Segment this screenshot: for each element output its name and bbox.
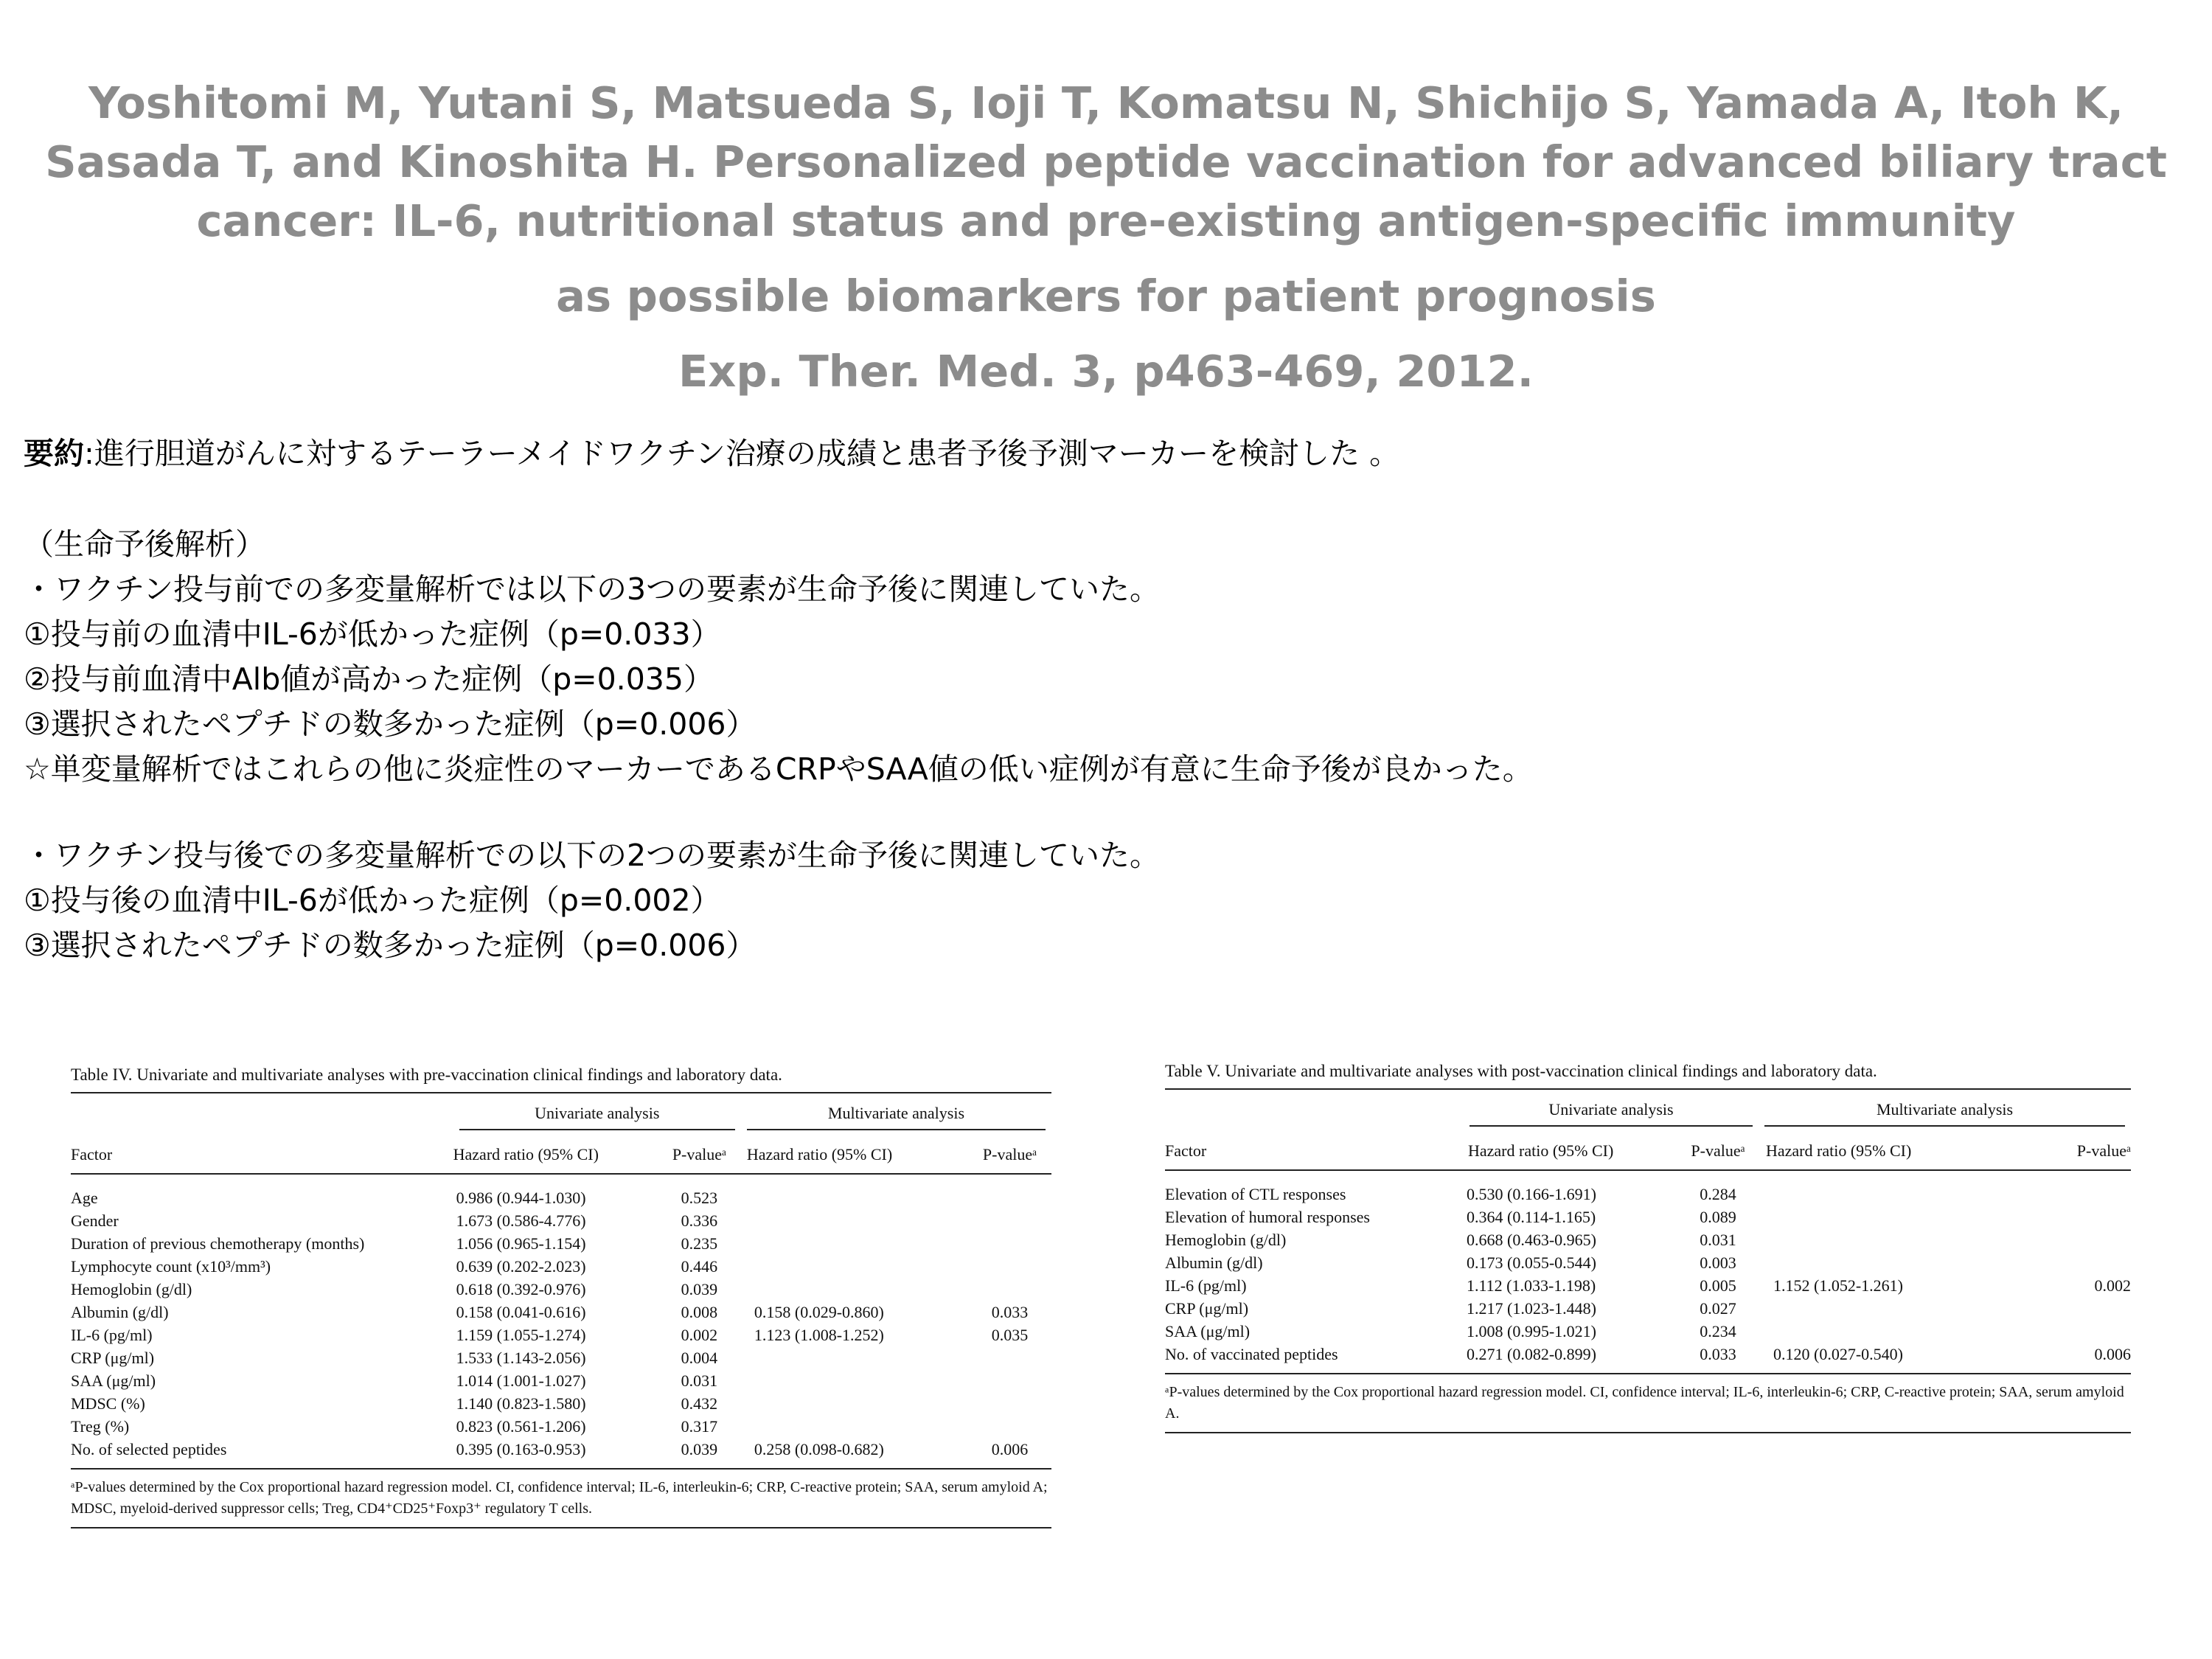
multivariate-p-cell: 0.033 — [991, 1303, 1029, 1321]
table-iv-uni-p-header: P-valueᵃ — [672, 1145, 727, 1164]
univariate-hr-cell: 0.158 (0.041-0.616) — [456, 1303, 586, 1321]
table-iv-footnote: ᵃP-values determined by the Cox proportional hazard regression model. CI, confidence interval; IL-6, interleukin-6; CRP, C-reactive protein; SAA, serum amyloid A; MDSC, myeloid-derived suppressor cells; Treg, CD4⁺CD25⁺Foxp3⁺ regulatory T cells. — [71, 1479, 1048, 1517]
table-iv-factor-header: Factor — [71, 1145, 113, 1164]
multivariate-hr-cell: 0.258 (0.098-0.682) — [754, 1440, 884, 1458]
multivariate-hr-cell — [1759, 1170, 2024, 1206]
table-row — [1165, 1170, 2131, 1206]
factor-cell: No. of selected peptides — [71, 1440, 227, 1458]
factor-cell: MDSC (%) — [71, 1394, 145, 1413]
univariate-p-cell: 0.336 — [681, 1211, 718, 1230]
finding-line: ①投与前の血清中IL-6が低かった症例（p=0.033） — [24, 616, 721, 652]
table-row — [71, 1209, 1051, 1232]
factor-cell: No. of vaccinated peptides — [1165, 1345, 1338, 1363]
section-heading: （生命予後解析） — [24, 526, 265, 562]
table-row — [1165, 1251, 2131, 1274]
univariate-hr-cell: 0.173 (0.055-0.544) — [1467, 1253, 1596, 1272]
table-row — [71, 1232, 1051, 1255]
finding-line: ・ワクチン投与前での多変量解析では以下の3つの要素が生命予後に関連していた。 — [24, 571, 1161, 607]
finding-line: ②投与前血清中Alb値が高かった症例（p=0.035） — [24, 661, 714, 697]
table-row — [1165, 1228, 2131, 1251]
univariate-p-cell: 0.027 — [1700, 1299, 1736, 1318]
multivariate-p-cell — [2024, 1206, 2131, 1228]
finding-line: ☆単変量解析ではこれらの他に炎症性のマーカーであるCRPやSAA値の低い症例が有意に生命予後が良かった。 — [24, 751, 1533, 787]
univariate-p-cell: 0.039 — [681, 1440, 718, 1458]
univariate-hr-cell: 1.112 (1.033-1.198) — [1467, 1276, 1596, 1295]
multivariate-hr-cell: 0.120 (0.027-0.540) — [1773, 1345, 1903, 1363]
multivariate-p-cell — [2024, 1170, 2131, 1206]
multivariate-p-cell — [968, 1174, 1051, 1209]
univariate-p-cell: 0.031 — [1700, 1231, 1736, 1249]
multivariate-hr-cell — [1759, 1297, 2024, 1320]
factor-cell: Albumin (g/dl) — [71, 1303, 169, 1321]
table-row — [1165, 1343, 2131, 1374]
univariate-hr-cell: 1.159 (1.055-1.274) — [456, 1326, 586, 1344]
table-iv-multi-p-header: P-valueᵃ — [982, 1145, 1037, 1164]
univariate-hr-cell: 0.271 (0.082-0.899) — [1467, 1345, 1596, 1363]
table-iv-uni-hr-header: Hazard ratio (95% CI) — [453, 1145, 599, 1164]
univariate-p-cell: 0.031 — [681, 1371, 718, 1390]
factor-cell: IL-6 (pg/ml) — [71, 1326, 153, 1344]
multivariate-p-cell — [968, 1209, 1051, 1232]
citation-title-line-4: as possible biomarkers for patient prognosis — [556, 271, 1656, 321]
univariate-p-cell: 0.089 — [1700, 1208, 1736, 1226]
univariate-hr-cell: 0.395 (0.163-0.953) — [456, 1440, 586, 1458]
univariate-hr-cell: 1.008 (0.995-1.021) — [1467, 1322, 1596, 1340]
table-v-multi-hr-header: Hazard ratio (95% CI) — [1766, 1141, 1912, 1160]
univariate-p-cell: 0.005 — [1700, 1276, 1736, 1295]
table-v-uni-p-header: P-valueᵃ — [1691, 1141, 1745, 1160]
summary — [24, 431, 2184, 476]
univariate-p-cell: 0.004 — [681, 1349, 718, 1367]
multivariate-p-cell — [968, 1232, 1051, 1255]
multivariate-p-cell — [2024, 1228, 2131, 1251]
multivariate-hr-cell — [741, 1392, 968, 1415]
table-row — [1165, 1206, 2131, 1228]
multivariate-p-cell: 0.002 — [2094, 1276, 2131, 1295]
table-iv-caption: Table IV. Univariate and multivariate analyses with pre-vaccination clinical findings and laboratory data. — [71, 1065, 782, 1084]
univariate-hr-cell: 1.140 (0.823-1.580) — [456, 1394, 586, 1413]
finding-line: ・ワクチン投与後での多変量解析での以下の2つの要素が生命予後に関連していた。 — [24, 838, 1161, 873]
table-row — [71, 1301, 1051, 1324]
table-row — [1165, 1274, 2131, 1297]
univariate-hr-cell: 0.986 (0.944-1.030) — [456, 1189, 586, 1207]
factor-cell: SAA (μg/ml) — [1165, 1322, 1251, 1340]
factor-cell: Age — [71, 1189, 98, 1207]
multivariate-p-cell: 0.006 — [991, 1440, 1029, 1458]
univariate-p-cell: 0.033 — [1700, 1345, 1736, 1363]
univariate-hr-cell: 1.533 (1.143-2.056) — [456, 1349, 586, 1367]
univariate-hr-cell: 0.639 (0.202-2.023) — [456, 1257, 586, 1276]
factor-cell: SAA (μg/ml) — [71, 1371, 156, 1390]
citation-authors-line-1: Yoshitomi M, Yutani S, Matsueda S, Ioji T, Komatsu N, Shichijo S, Yamada A, Itoh K, — [88, 77, 2124, 128]
multivariate-hr-cell — [1759, 1228, 2024, 1251]
multivariate-p-cell — [2024, 1320, 2131, 1343]
multivariate-p-cell — [2024, 1297, 2131, 1320]
univariate-hr-cell: 0.618 (0.392-0.976) — [456, 1280, 586, 1298]
citation-journal-reference: Exp. Ther. Med. 3, p463-469, 2012. — [678, 346, 1534, 397]
multivariate-p-cell — [968, 1392, 1051, 1415]
table-v-multi-p-header: P-valueᵃ — [2076, 1141, 2131, 1160]
table-row — [71, 1324, 1051, 1346]
table-iv-multivariate-group: Multivariate analysis — [747, 1104, 1046, 1130]
factor-cell: Lymphocyte count (x10³/mm³) — [71, 1257, 271, 1276]
univariate-hr-cell: 1.673 (0.586-4.776) — [456, 1211, 586, 1230]
table-v-grid — [1165, 1088, 2131, 1433]
factor-cell: Elevation of CTL responses — [1165, 1185, 1346, 1203]
multivariate-p-cell: 0.035 — [991, 1326, 1029, 1344]
summary-label: 要約 — [24, 436, 84, 471]
multivariate-hr-cell: 1.123 (1.008-1.252) — [754, 1326, 884, 1344]
finding-line: ③選択されたペプチドの数多かった症例（p=0.006） — [24, 928, 757, 963]
univariate-hr-cell: 0.530 (0.166-1.691) — [1467, 1185, 1596, 1203]
table-row — [71, 1392, 1051, 1415]
multivariate-p-cell — [968, 1255, 1051, 1278]
univariate-p-cell: 0.003 — [1700, 1253, 1736, 1272]
univariate-p-cell: 0.317 — [681, 1417, 718, 1436]
table-iv-multi-hr-header: Hazard ratio (95% CI) — [746, 1145, 893, 1164]
table-iv — [71, 1065, 1051, 1528]
table-row — [1165, 1320, 2131, 1343]
univariate-hr-cell: 1.217 (1.023-1.448) — [1467, 1299, 1596, 1318]
multivariate-hr-cell — [741, 1255, 968, 1278]
multivariate-hr-cell — [741, 1415, 968, 1438]
table-v-uni-hr-header: Hazard ratio (95% CI) — [1468, 1141, 1614, 1160]
univariate-hr-cell: 1.014 (1.001-1.027) — [456, 1371, 586, 1390]
multivariate-hr-cell — [741, 1174, 968, 1209]
pre-vaccination-findings — [24, 522, 1533, 792]
citation-title-line-3: cancer: IL-6, nutritional status and pre-existing antigen-specific immunity — [196, 195, 2016, 246]
multivariate-p-cell — [2024, 1251, 2131, 1274]
factor-cell: IL-6 (pg/ml) — [1165, 1276, 1247, 1295]
multivariate-hr-cell — [1759, 1206, 2024, 1228]
multivariate-p-cell — [968, 1278, 1051, 1301]
univariate-p-cell: 0.008 — [681, 1303, 718, 1321]
table-row — [71, 1255, 1051, 1278]
factor-cell: Gender — [71, 1211, 119, 1230]
table-v-caption: Table V. Univariate and multivariate analyses with post-vaccination clinical findings and laboratory data. — [1165, 1062, 1877, 1080]
factor-cell: Hemoglobin (g/dl) — [71, 1280, 192, 1298]
univariate-hr-cell: 1.056 (0.965-1.154) — [456, 1234, 586, 1253]
multivariate-p-cell — [968, 1415, 1051, 1438]
table-iv-univariate-group: Univariate analysis — [459, 1104, 735, 1130]
table-v — [1165, 1062, 2131, 1433]
multivariate-p-cell — [968, 1346, 1051, 1369]
univariate-p-cell: 0.235 — [681, 1234, 718, 1253]
univariate-p-cell: 0.446 — [681, 1257, 718, 1276]
multivariate-hr-cell — [741, 1369, 968, 1392]
table-v-univariate-group: Univariate analysis — [1470, 1100, 1753, 1127]
post-vaccination-findings — [24, 833, 1160, 968]
citation-authors-line-2: Sasada T, and Kinoshita H. Personalized peptide vaccination for advanced biliary tract — [45, 136, 2167, 187]
table-row — [71, 1174, 1051, 1209]
summary-text: :進行胆道がんに対するテーラーメイドワクチン治療の成績と患者予後予測マーカーを検討した 。 — [84, 436, 1400, 471]
table-v-footnote: ᵃP-values determined by the Cox proportional hazard regression model. CI, confidence interval; IL-6, interleukin-6; CRP, C-reactive protein; SAA, serum amyloid A. — [1165, 1384, 2124, 1422]
factor-cell: CRP (μg/ml) — [1165, 1299, 1249, 1318]
multivariate-hr-cell — [741, 1278, 968, 1301]
multivariate-hr-cell — [741, 1346, 968, 1369]
table-iv-grid — [71, 1092, 1051, 1528]
univariate-hr-cell: 0.364 (0.114-1.165) — [1467, 1208, 1596, 1226]
multivariate-hr-cell — [1759, 1320, 2024, 1343]
finding-line: ①投与後の血清中IL-6が低かった症例（p=0.002） — [24, 883, 721, 918]
multivariate-p-cell: 0.006 — [2094, 1345, 2131, 1363]
factor-cell: Elevation of humoral responses — [1165, 1208, 1370, 1226]
table-row — [71, 1369, 1051, 1392]
univariate-hr-cell: 0.823 (0.561-1.206) — [456, 1417, 586, 1436]
table-v-multivariate-group: Multivariate analysis — [1764, 1100, 2125, 1127]
multivariate-p-cell — [968, 1369, 1051, 1392]
table-row — [71, 1278, 1051, 1301]
factor-cell: Albumin (g/dl) — [1165, 1253, 1263, 1272]
table-v-factor-header: Factor — [1165, 1141, 1207, 1160]
univariate-hr-cell: 0.668 (0.463-0.965) — [1467, 1231, 1596, 1249]
univariate-p-cell: 0.234 — [1700, 1322, 1736, 1340]
table-row — [71, 1346, 1051, 1369]
multivariate-hr-cell: 1.152 (1.052-1.261) — [1773, 1276, 1903, 1295]
table-row — [71, 1438, 1051, 1469]
multivariate-hr-cell — [1759, 1251, 2024, 1274]
citation-header — [0, 74, 2212, 401]
univariate-p-cell: 0.523 — [681, 1189, 718, 1207]
univariate-p-cell: 0.284 — [1700, 1185, 1736, 1203]
univariate-p-cell: 0.002 — [681, 1326, 718, 1344]
factor-cell: Hemoglobin (g/dl) — [1165, 1231, 1287, 1249]
multivariate-hr-cell — [741, 1232, 968, 1255]
factor-cell: Treg (%) — [71, 1417, 130, 1436]
multivariate-hr-cell — [741, 1209, 968, 1232]
finding-line: ③選択されたペプチドの数多かった症例（p=0.006） — [24, 706, 757, 742]
univariate-p-cell: 0.432 — [681, 1394, 718, 1413]
factor-cell: CRP (μg/ml) — [71, 1349, 155, 1367]
table-row — [1165, 1297, 2131, 1320]
univariate-p-cell: 0.039 — [681, 1280, 718, 1298]
multivariate-hr-cell: 0.158 (0.029-0.860) — [754, 1303, 884, 1321]
table-row — [71, 1415, 1051, 1438]
factor-cell: Duration of previous chemotherapy (months) — [71, 1234, 365, 1253]
